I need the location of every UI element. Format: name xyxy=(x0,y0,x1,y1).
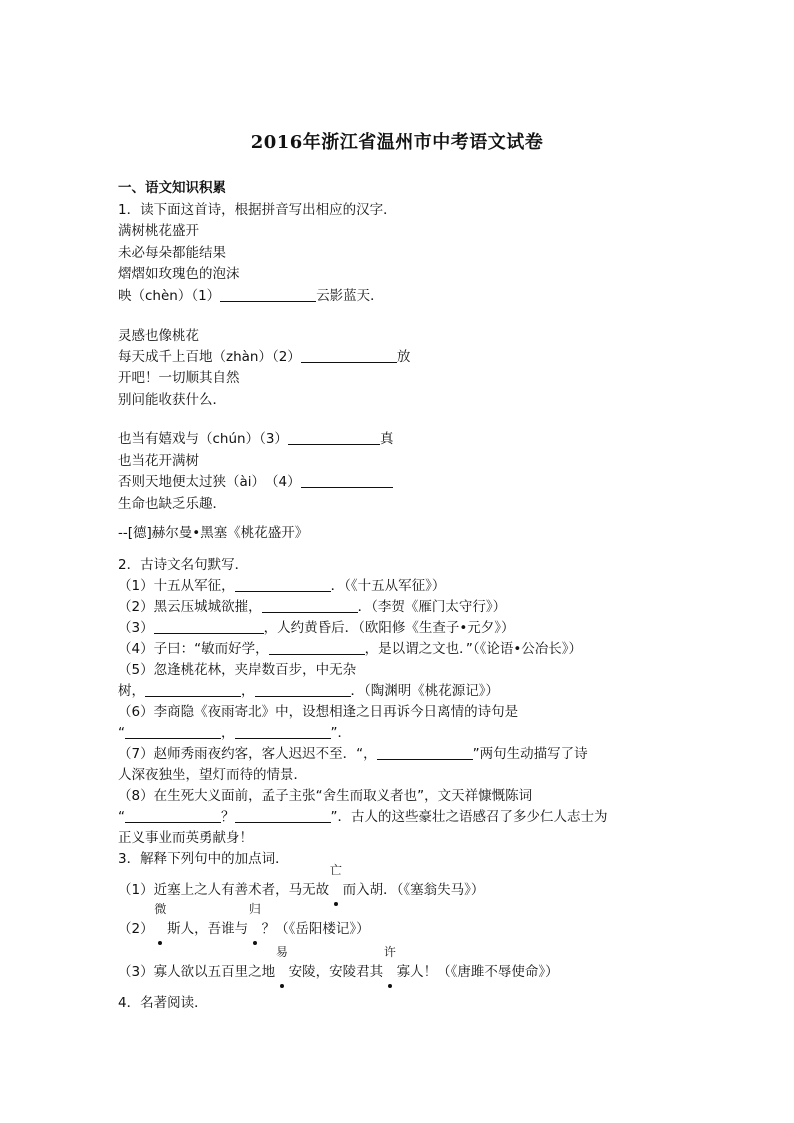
item-text: （2） xyxy=(118,921,154,937)
answer-blank[interactable] xyxy=(125,808,221,823)
recitation-item xyxy=(118,681,499,701)
poem-line xyxy=(118,286,384,306)
poem-text: 否则天地便太过狭（ài） （4） xyxy=(118,474,301,490)
item-text: （1）近塞上之人有善术者，马无故 xyxy=(118,882,330,898)
poem-line: 满树桃花盛开 xyxy=(118,223,199,239)
recitation-item: 人深夜独坐，望灯而待的情景． xyxy=(118,767,307,783)
recitation-item xyxy=(118,723,351,743)
item-text: ．（陶渊明《桃花源记》） xyxy=(350,683,499,699)
recitation-item xyxy=(118,576,445,596)
dotted-word: 亡 xyxy=(329,880,343,900)
item-text: ？ xyxy=(221,809,235,825)
poem-text: 放 xyxy=(396,349,411,365)
answer-blank[interactable] xyxy=(125,724,221,739)
item-text: 而入胡．（《塞翁失马》） xyxy=(342,882,485,898)
item-text: （3） xyxy=(118,620,154,636)
item-text: （1）十五从军征， xyxy=(118,578,235,594)
dotted-word: 归 xyxy=(248,919,262,939)
recitation-item: 正义事业而英勇献身！ xyxy=(118,830,253,846)
explain-item xyxy=(118,863,485,900)
recitation-item xyxy=(118,807,608,827)
poem-text: 也当有嬉戏与（chún）（3） xyxy=(118,431,288,447)
item-text: 树， xyxy=(118,683,145,699)
item-text: 寡人！（《唐雎不辱使命》） xyxy=(396,964,559,980)
poem-line: 灵感也像桃花 xyxy=(118,328,199,344)
page-title: 2016年浙江省温州市中考语文试卷 xyxy=(250,132,544,153)
question-4-stem: 4．名著阅读． xyxy=(118,995,208,1011)
item-text: （4）子曰：“敏而好学， xyxy=(118,641,269,657)
dotted-word: 许 xyxy=(383,962,397,982)
poem-line: 也当花开满树 xyxy=(118,453,199,469)
item-text: “ xyxy=(118,725,125,741)
poem-text: 云影蓝天． xyxy=(316,288,384,304)
question-2-stem: 2．古诗文名句默写． xyxy=(118,557,249,573)
item-text: ”． xyxy=(330,725,351,741)
answer-blank[interactable] xyxy=(377,745,473,760)
answer-blank[interactable] xyxy=(288,430,380,445)
poem-line xyxy=(118,347,410,367)
recitation-item xyxy=(118,639,582,659)
item-text: ， xyxy=(221,725,235,741)
recitation-item xyxy=(118,618,515,638)
answer-blank[interactable] xyxy=(235,577,331,592)
explain-item xyxy=(118,945,559,982)
poem-source: --[德]赫尔曼•黑塞《桃花盛开》 xyxy=(118,525,309,541)
answer-blank[interactable] xyxy=(301,473,393,488)
answer-blank[interactable] xyxy=(145,682,241,697)
item-text: （3）寡人欲以五百里之地 xyxy=(118,964,276,980)
poem-text: 真 xyxy=(379,431,394,447)
recitation-item xyxy=(118,597,506,617)
poem-line: 未必每朵都能结果 xyxy=(118,245,226,261)
answer-blank[interactable] xyxy=(269,640,365,655)
answer-blank[interactable] xyxy=(235,808,331,823)
poem-text: 映（chèn）（1） xyxy=(118,288,221,304)
recitation-item: （8）在生死大义面前，孟子主张“舍生而取义者也”，文天祥慷慨陈词 xyxy=(118,788,533,804)
item-text: ”两句生动描写了诗 xyxy=(472,746,588,762)
question-3-stem: 3．解释下列句中的加点词． xyxy=(118,851,289,867)
answer-blank[interactable] xyxy=(220,287,316,302)
poem-line: 熠熠如玫瑰色的泡沫 xyxy=(118,266,240,282)
poem-line xyxy=(118,429,393,449)
poem-line: 生命也缺乏乐趣． xyxy=(118,496,226,512)
dotted-word: 易 xyxy=(275,962,289,982)
item-text: （2）黑云压城城欲摧， xyxy=(118,599,262,615)
answer-blank[interactable] xyxy=(301,348,397,363)
section-heading: 一、语文知识积累 xyxy=(118,180,226,196)
item-text: ”．古人的这些豪壮之语感召了多少仁人志士为 xyxy=(330,809,608,825)
question-1-stem: 1．读下面这首诗，根据拼音写出相应的汉字． xyxy=(118,202,397,218)
item-text: ．（《十五从军征》） xyxy=(330,578,446,594)
item-text: ？（《岳阳楼记》） xyxy=(261,921,370,937)
poem-line: 开吧！一切顺其自然 xyxy=(118,370,240,386)
recitation-item xyxy=(118,744,588,764)
item-text: 斯人，吾谁与 xyxy=(167,921,249,937)
answer-blank[interactable] xyxy=(262,598,358,613)
item-text: ，是以谓之文也．”（《论语•公冶长》） xyxy=(364,641,583,657)
poem-line xyxy=(118,472,393,492)
answer-blank[interactable] xyxy=(235,724,331,739)
dotted-word: 微 xyxy=(154,919,168,939)
item-text: ．（李贺《雁门太守行》） xyxy=(357,599,507,615)
item-text: ， xyxy=(241,683,255,699)
poem-line: 别问能收获什么． xyxy=(118,392,226,408)
recitation-item: （6）李商隐《夜雨寄北》中，设想相逢之日再诉今日离情的诗句是 xyxy=(118,704,519,720)
item-text: 安陵，安陵君其 xyxy=(288,964,384,980)
answer-blank[interactable] xyxy=(154,619,264,634)
recitation-item: （5）忽逢桃花林，夹岸数百步，中无杂 xyxy=(118,662,357,678)
poem-text: 每天成千上百地（zhàn）（2） xyxy=(118,349,301,365)
explain-item xyxy=(118,902,370,939)
item-text: ，人约黄昏后．（欧阳修《生查子•元夕》） xyxy=(263,620,515,636)
answer-blank[interactable] xyxy=(255,682,351,697)
item-text: “ xyxy=(118,809,125,825)
item-text: （7）赵师秀雨夜约客，客人迟迟不至．“， xyxy=(118,746,377,762)
